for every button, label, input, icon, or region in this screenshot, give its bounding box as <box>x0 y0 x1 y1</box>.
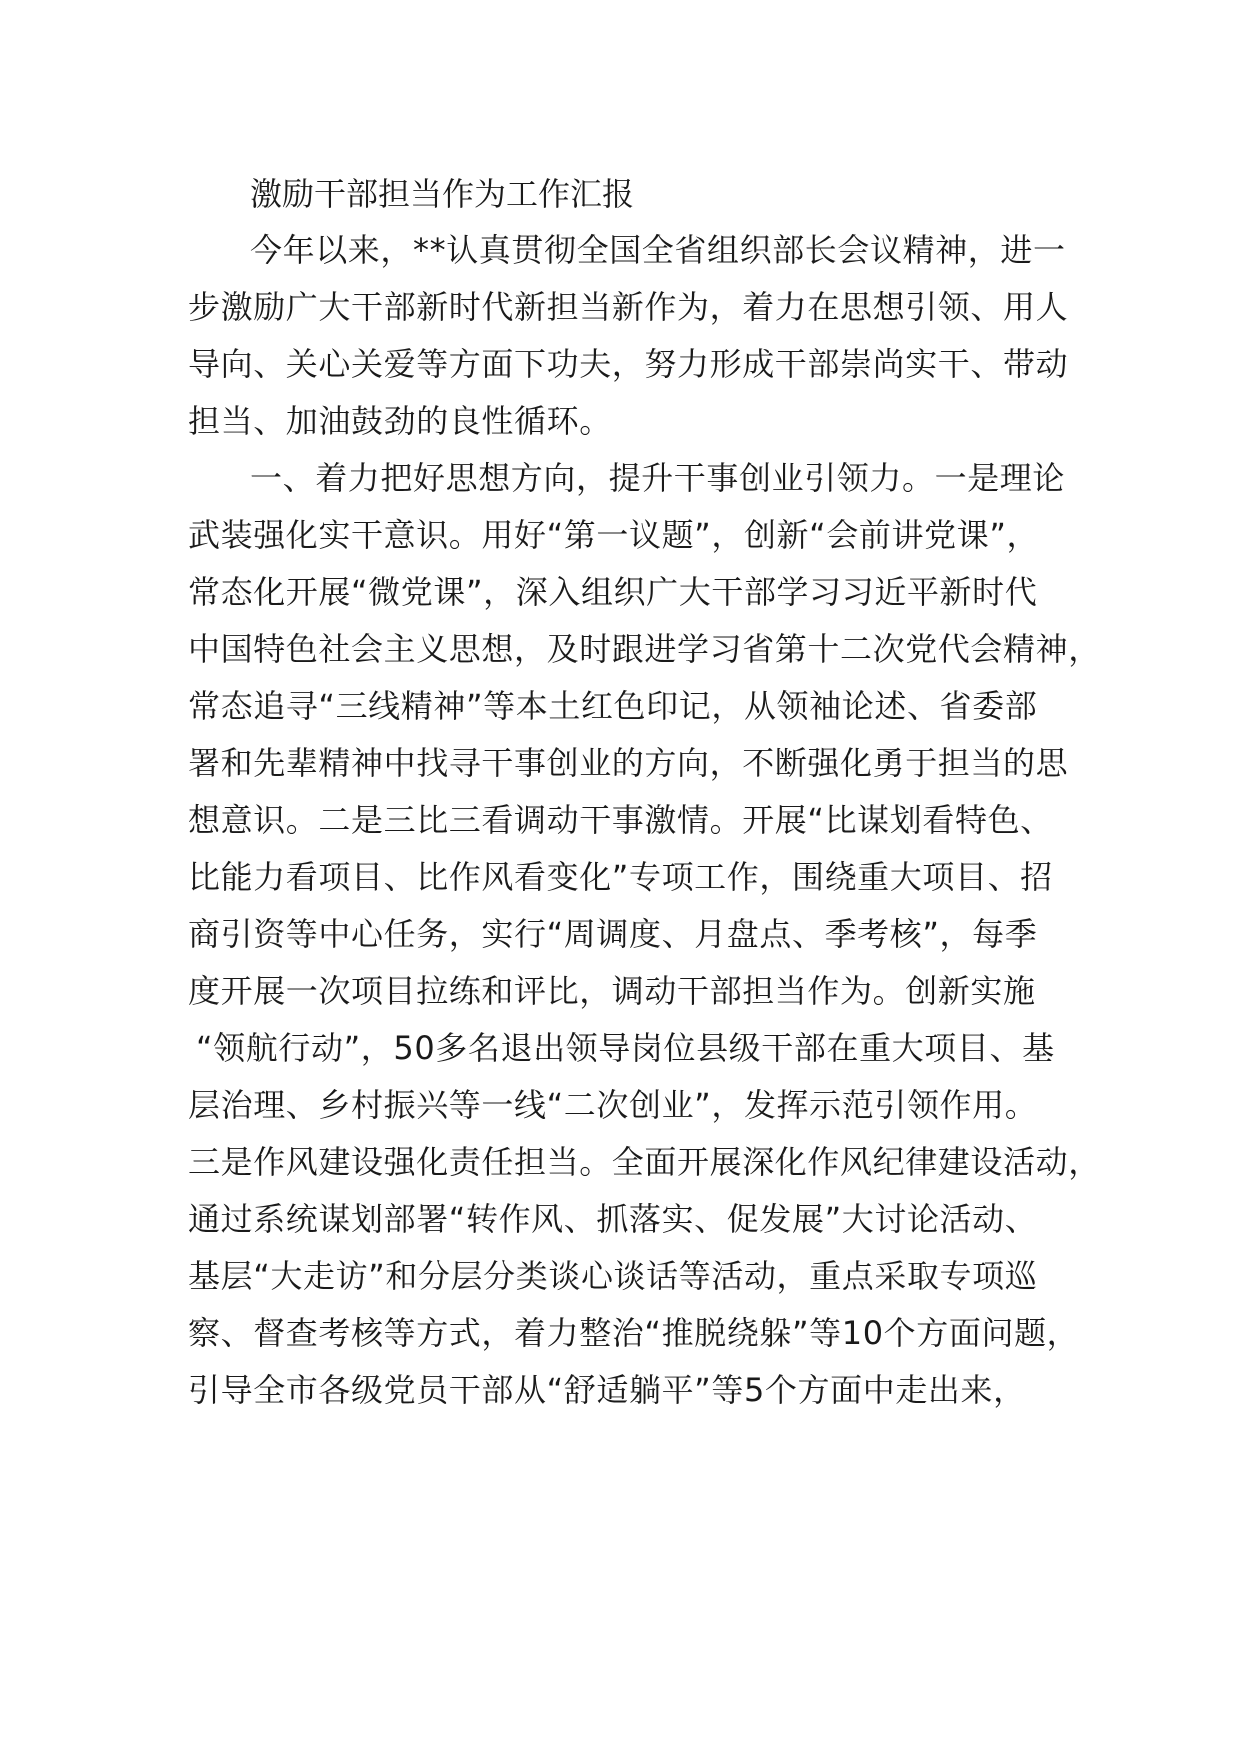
paragraph-line: 担当、加油鼓劲的良性循环。 <box>188 402 612 440</box>
paragraph-line: 一、着力把好思想方向，提升干事创业引领力。一是理论 <box>250 459 1066 497</box>
paragraph-line: 今年以来，**认真贯彻全国全省组织部长会议精神，进一 <box>250 231 1066 269</box>
paragraph-line: 步激励广大干部新时代新担当新作为，着力在思想引领、用人 <box>188 288 1069 326</box>
paragraph-line: 层治理、乡村振兴等一线“二次创业”，发挥示范引领作用。 <box>188 1086 1038 1124</box>
paragraph-line: 三是作风建设强化责任担当。全面开展深化作风纪律建设活动， <box>188 1143 1101 1181</box>
paragraph-line: 通过系统谋划部署“转作风、抓落实、促发展”大讨论活动、 <box>188 1200 1038 1238</box>
paragraph-line: 署和先辈精神中找寻干事创业的方向，不断强化勇于担当的思 <box>188 744 1069 782</box>
paragraph-line: 商引资等中心任务，实行“周调度、月盘点、季考核”，每季 <box>188 915 1038 953</box>
paragraph-line: “领航行动”，50多名退出领导岗位县级干部在重大项目、基 <box>196 1029 1055 1067</box>
paragraph-line: 比能力看项目、比作风看变化”专项工作，围绕重大项目、招 <box>188 858 1053 896</box>
paragraph-line: 度开展一次项目拉练和评比，调动干部担当作为。创新实施 <box>188 972 1036 1010</box>
paragraph-line: 武装强化实干意识。用好“第一议题”，创新“会前讲党课”， <box>188 516 1040 554</box>
paragraph-line: 中国特色社会主义思想，及时跟进学习省第十二次党代会精神， <box>188 630 1101 668</box>
paragraph-line: 引导全市各级党员干部从“舒适躺平”等5个方面中走出来， <box>188 1371 1026 1409</box>
paragraph-line: 察、督查考核等方式，着力整治“推脱绕躲”等10个方面问题， <box>188 1314 1080 1352</box>
paragraph-line: 导向、关心关爱等方面下功夫，努力形成干部崇尚实干、带动 <box>188 345 1069 383</box>
paragraph-line: 常态化开展“微党课”，深入组织广大干部学习习近平新时代 <box>188 573 1038 611</box>
paragraph-line: 基层“大走访”和分层分类谈心谈话等活动，重点采取专项巡 <box>188 1257 1038 1295</box>
paragraph-line: 想意识。二是三比三看调动干事激情。开展“比谋划看特色、 <box>188 801 1053 839</box>
document-title: 激励干部担当作为工作汇报 <box>250 175 635 213</box>
paragraph-line: 常态追寻“三线精神”等本土红色印记，从领袖论述、省委部 <box>188 687 1038 725</box>
